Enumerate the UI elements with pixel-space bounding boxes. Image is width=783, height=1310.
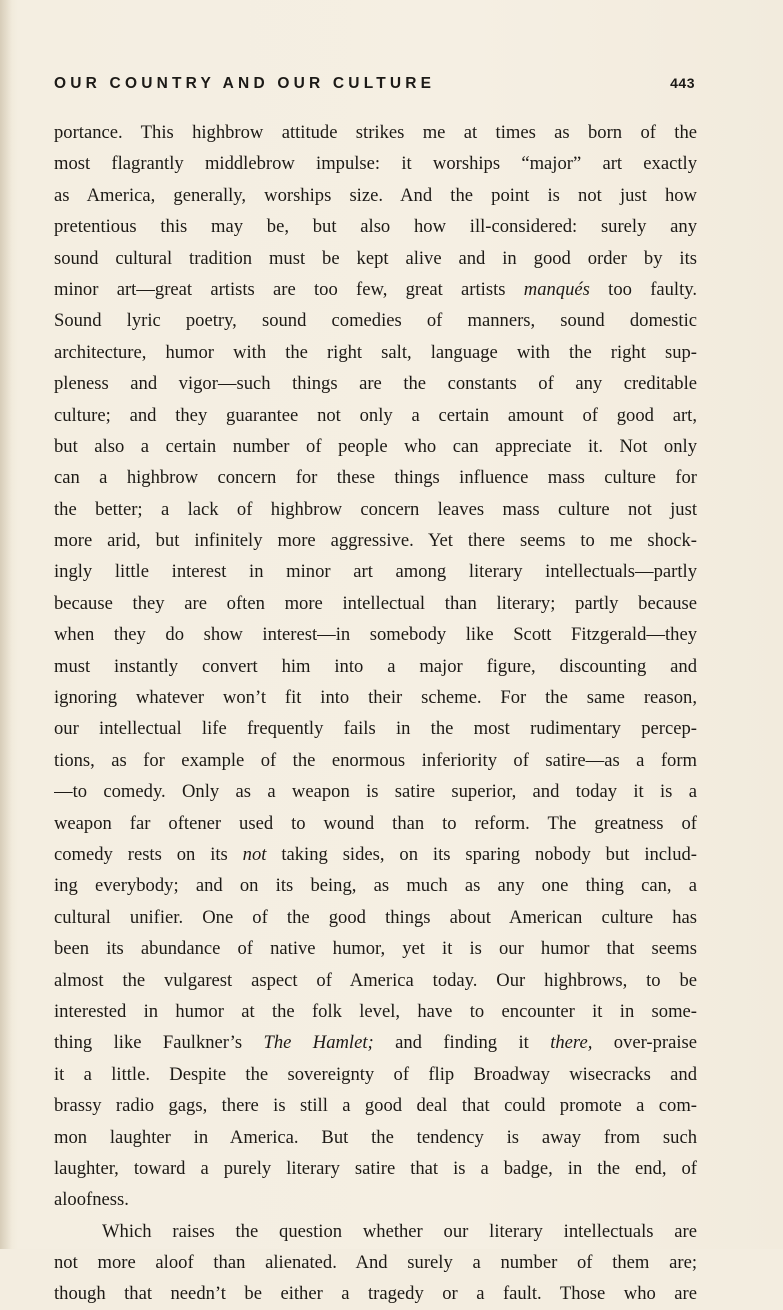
text-segment: over-praise <box>592 1032 697 1054</box>
text-line <box>54 525 697 556</box>
text-line <box>54 431 697 462</box>
text-line <box>54 337 697 368</box>
text-line <box>54 965 697 996</box>
text-line <box>54 996 697 1027</box>
text-segment: interested in humor at the folk level, have to encounter it in some- <box>54 1000 697 1022</box>
running-head-title: OUR COUNTRY AND OUR CULTURE <box>54 75 436 92</box>
text-segment: pleness and vigor—such things are the constants of any creditable <box>54 373 697 395</box>
italic-segment: The Hamlet; <box>263 1032 374 1054</box>
text-segment: cultural unifier. One of the good things about American culture has <box>54 906 697 928</box>
text-line <box>54 588 697 619</box>
text-line <box>54 776 697 807</box>
text-segment: but also a certain number of people who can appreciate it. Not only <box>54 435 697 457</box>
text-segment: —to comedy. Only as a weapon is satire superior, and today it is a <box>54 781 697 803</box>
text-segment: our intellectual life frequently fails in the most rudimentary percep- <box>54 718 697 740</box>
text-segment: because they are often more intellectual than literary; partly because <box>54 592 697 614</box>
text-line <box>54 305 697 336</box>
text-line <box>54 1122 697 1153</box>
text-segment: it a little. Despite the sovereignty of flip Broadway wisecracks and <box>54 1063 697 1085</box>
text-line <box>54 870 697 901</box>
text-line <box>54 117 697 148</box>
text-line <box>54 274 697 305</box>
text-segment: thing like Faulkner’s <box>54 1032 264 1054</box>
text-line <box>54 808 697 839</box>
text-line <box>54 1059 697 1090</box>
text-line <box>54 1247 697 1278</box>
text-segment: Which raises the question whether our literary intellectuals are <box>102 1220 697 1242</box>
text-line <box>54 745 697 776</box>
text-segment: tions, as for example of the enormous inferiority of satire—as a form <box>54 749 697 771</box>
text-line <box>54 462 697 493</box>
text-segment: can a highbrow concern for these things influence mass culture for <box>54 467 697 489</box>
text-line <box>54 713 697 744</box>
text-segment: ignoring whatever won’t fit into their scheme. For the same reason, <box>54 687 697 709</box>
text-line <box>54 1027 697 1058</box>
text-line <box>54 1216 697 1247</box>
text-line <box>54 211 697 242</box>
text-segment: most flagrantly middlebrow impulse: it worships “major” art exactly <box>54 153 697 175</box>
text-segment: pretentious this may be, but also how ill-considered: surely any <box>54 216 697 238</box>
text-segment: ing everybody; and on its being, as much as any one thing can, a <box>54 875 697 897</box>
text-segment: ingly little interest in minor art among literary intellectuals—partly <box>54 561 697 583</box>
text-segment: weapon far oftener used to wound than to reform. The greatness of <box>54 812 697 834</box>
text-segment: sound cultural tradition must be kept alive and in good order by its <box>54 247 697 269</box>
text-segment: not more aloof than alienated. And surely a number of them are; <box>54 1252 697 1274</box>
italic-segment: manqués <box>523 278 590 300</box>
text-segment: when they do show interest—in somebody like Scott Fitzgerald—they <box>54 624 697 646</box>
text-segment: as America, generally, worships size. And the point is not just how <box>54 184 697 206</box>
text-line <box>54 1090 697 1121</box>
text-line <box>54 933 697 964</box>
text-segment: Sound lyric poetry, sound comedies of manners, sound domestic <box>54 310 697 332</box>
text-line <box>54 682 697 713</box>
running-head <box>54 75 695 97</box>
text-line <box>54 556 697 587</box>
text-line <box>54 180 697 211</box>
text-segment: almost the vulgarest aspect of America today. Our highbrows, to be <box>54 969 697 991</box>
text-segment: more arid, but infinitely more aggressive. Yet there seems to me shock- <box>54 530 697 552</box>
text-line <box>54 1278 697 1309</box>
body-text <box>54 117 697 1310</box>
text-segment: architecture, humor with the right salt, language with the right sup- <box>54 341 697 363</box>
text-segment: and finding it <box>373 1032 551 1054</box>
text-segment: comedy rests on its <box>54 843 243 865</box>
text-line <box>54 902 697 933</box>
text-segment: been its abundance of native humor, yet it is our humor that seems <box>54 938 697 960</box>
spine-shadow <box>0 0 12 1249</box>
page-number: 443 <box>670 75 695 91</box>
italic-segment: not <box>242 843 267 865</box>
text-segment: aloofness. <box>54 1189 129 1211</box>
text-segment: brassy radio gags, there is still a good deal that could promote a com- <box>54 1095 697 1117</box>
text-line <box>54 1184 697 1215</box>
text-segment: culture; and they guarantee not only a certain amount of good art, <box>54 404 697 426</box>
text-segment: laughter, toward a purely literary satire that is a badge, in the end, of <box>54 1157 697 1179</box>
text-line <box>54 368 697 399</box>
text-segment: mon laughter in America. But the tendency is away from such <box>54 1126 697 1148</box>
text-segment: though that needn’t be either a tragedy or a fault. Those who are <box>54 1283 697 1305</box>
text-line <box>54 1153 697 1184</box>
text-line <box>54 243 697 274</box>
text-line <box>54 494 697 525</box>
text-line <box>54 148 697 179</box>
text-line <box>54 839 697 870</box>
text-segment: portance. This highbrow attitude strikes me at times as born of the <box>54 122 697 143</box>
text-segment: too faulty. <box>589 278 697 300</box>
italic-segment: there, <box>550 1032 593 1054</box>
text-line <box>54 651 697 682</box>
text-segment: must instantly convert him into a major figure, discounting and <box>54 655 697 677</box>
text-segment: taking sides, on its sparing nobody but includ- <box>266 843 697 865</box>
text-line <box>54 619 697 650</box>
text-line <box>54 400 697 431</box>
text-segment: the better; a lack of highbrow concern leaves mass culture not just <box>54 498 697 520</box>
text-segment: minor art—great artists are too few, great artists <box>54 278 524 300</box>
